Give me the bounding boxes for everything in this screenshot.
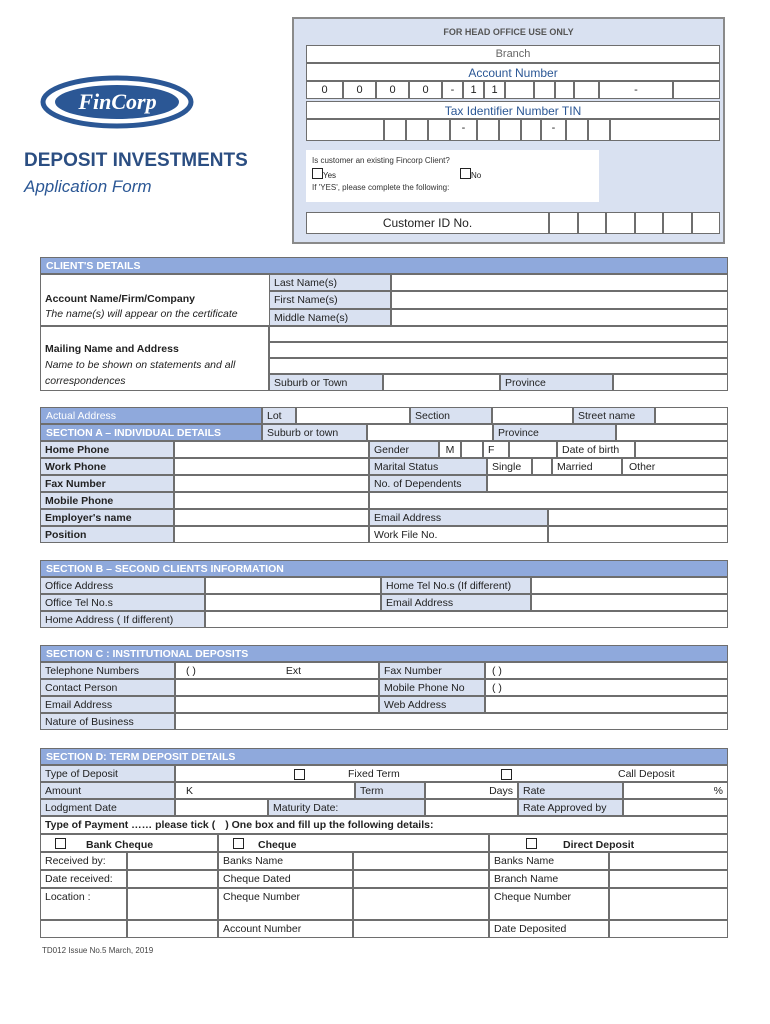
footer-code: TD012 Issue No.5 March, 2019 <box>42 946 154 955</box>
cheque-field[interactable] <box>353 870 489 888</box>
customer-id-box[interactable] <box>549 212 578 234</box>
branch-field[interactable]: Branch <box>306 45 720 63</box>
rate-field[interactable]: % <box>623 782 728 799</box>
cheque-option[interactable]: Cheque <box>218 834 489 852</box>
home-phone-label: Home Phone <box>40 441 174 458</box>
office-tel-label: Office Tel No.s <box>40 594 205 611</box>
fax-number-field[interactable] <box>174 475 369 492</box>
mobile-phone-field[interactable]: ( ) <box>485 679 728 696</box>
dependents-label: No. of Dependents <box>369 475 487 492</box>
customer-id-box[interactable] <box>606 212 635 234</box>
customer-id-label: Customer ID No. <box>306 212 549 234</box>
customer-id-box[interactable] <box>578 212 607 234</box>
tin-digit-box[interactable] <box>384 119 406 141</box>
gender-m-box[interactable] <box>461 441 483 458</box>
suburb-field[interactable] <box>367 424 493 441</box>
mobile-phone-label: Mobile Phone No <box>379 679 485 696</box>
mailing-suburb-label: Suburb or Town <box>269 374 383 391</box>
account-digit-box[interactable]: 0 <box>343 81 376 99</box>
mailing-label: Mailing Name and Address Name to be shown on statements and all correspondences <box>40 326 269 391</box>
account-digit-box[interactable]: 1 <box>484 81 505 99</box>
tin-label: Tax Identifier Number TIN <box>306 101 720 119</box>
section-field[interactable] <box>492 407 573 424</box>
mailing-field-2[interactable] <box>269 342 728 358</box>
page-title: DEPOSIT INVESTMENTS <box>24 150 248 171</box>
home-tel-label: Home Tel No.s (If different) <box>381 577 531 594</box>
email-field[interactable] <box>548 509 728 526</box>
fixed-term-checkbox[interactable] <box>294 769 305 780</box>
gender-label: Gender <box>369 441 439 458</box>
nature-business-field[interactable] <box>175 713 728 730</box>
street-field[interactable] <box>655 407 728 424</box>
marital-married[interactable]: Married <box>552 458 622 475</box>
customer-id-box[interactable] <box>692 212 721 234</box>
account-digit-box[interactable]: - <box>599 81 673 99</box>
dob-field[interactable] <box>635 441 728 458</box>
amount-field[interactable]: K <box>175 782 355 799</box>
employer-name-label: Employer's name <box>40 509 174 526</box>
direct-deposit-option[interactable]: Direct Deposit <box>489 834 728 852</box>
direct-label: Branch Name <box>489 870 609 888</box>
marital-label: Marital Status <box>369 458 487 475</box>
mailing-suburb-field[interactable] <box>383 374 500 391</box>
tin-digit-box[interactable] <box>306 119 384 141</box>
tin-digit-box[interactable] <box>428 119 450 141</box>
account-digit-box[interactable] <box>673 81 720 99</box>
type-deposit-options: Fixed Term Call Deposit <box>175 765 728 782</box>
cheque-label: Account Number <box>218 920 353 938</box>
tin-digit-box[interactable] <box>610 119 720 141</box>
marital-other[interactable]: Other <box>622 458 728 475</box>
direct-field[interactable] <box>609 852 728 870</box>
nature-business-label: Nature of Business <box>40 713 175 730</box>
account-digit-box[interactable]: 1 <box>463 81 484 99</box>
gender-f-box[interactable] <box>509 441 557 458</box>
section-label: Section <box>410 407 492 424</box>
direct-field[interactable] <box>609 888 728 920</box>
cheque-field[interactable] <box>353 852 489 870</box>
tin-digit-box[interactable] <box>521 119 541 141</box>
section-c-header: SECTION C : INSTITUTIONAL DEPOSITS <box>40 645 728 662</box>
web-address-label: Web Address <box>379 696 485 713</box>
lodgment-date-field[interactable] <box>175 799 268 816</box>
tin-digit-box[interactable] <box>477 119 499 141</box>
work-file-field[interactable] <box>548 526 728 543</box>
checkbox-icon <box>312 168 323 179</box>
second-email-field[interactable] <box>531 594 728 611</box>
direct-label: Date Deposited <box>489 920 609 938</box>
mobile-phone-field[interactable] <box>174 492 369 509</box>
bank-cheque-field[interactable] <box>127 870 218 888</box>
bank-cheque-label: Location : <box>40 888 127 920</box>
telephone-field[interactable]: ( ) Ext <box>175 662 379 679</box>
lot-label: Lot <box>262 407 296 424</box>
office-address-field[interactable] <box>205 577 381 594</box>
gender-m[interactable]: M <box>439 441 461 458</box>
maturity-date-field[interactable] <box>425 799 518 816</box>
work-phone-field[interactable] <box>174 458 369 475</box>
account-number-label: Account Number <box>306 63 720 81</box>
contact-person-field[interactable] <box>175 679 379 696</box>
head-office-box <box>292 17 725 244</box>
lot-field[interactable] <box>296 407 410 424</box>
position-field[interactable] <box>174 526 369 543</box>
marital-single[interactable]: Single <box>487 458 532 475</box>
yes-checkbox[interactable]: Yes <box>312 168 336 180</box>
account-digit-box[interactable] <box>505 81 534 99</box>
tin-digit-box[interactable]: - <box>450 119 477 141</box>
head-office-title: FOR HEAD OFFICE USE ONLY <box>443 27 574 37</box>
payment-type-row: Type of Payment …… please tick ( ) One box and fill up the following details: <box>40 816 728 834</box>
bank-cheque-label: Date received: <box>40 870 127 888</box>
account-digit-box[interactable]: 0 <box>409 81 442 99</box>
tin-digit-box[interactable]: - <box>541 119 566 141</box>
fincorp-logo: FinCorp <box>40 72 195 132</box>
maturity-date-label: Maturity Date: <box>268 799 425 816</box>
inst-email-field[interactable] <box>175 696 379 713</box>
second-email-label: Email Address <box>381 594 531 611</box>
page-subtitle: Application Form <box>24 177 152 196</box>
middle-names-label: Middle Name(s) <box>269 309 391 326</box>
cheque-field[interactable] <box>353 888 489 920</box>
bank-cheque-checkbox[interactable] <box>55 838 66 849</box>
fax-number-field[interactable]: ( ) <box>485 662 728 679</box>
account-digit-box[interactable]: 0 <box>376 81 409 99</box>
lodgment-date-label: Lodgment Date <box>40 799 175 816</box>
last-names-field[interactable] <box>391 274 728 291</box>
customer-id-box[interactable] <box>663 212 692 234</box>
position-label: Position <box>40 526 174 543</box>
rate-label: Rate <box>518 782 623 799</box>
gender-f[interactable]: F <box>483 441 509 458</box>
inst-email-label: Email Address <box>40 696 175 713</box>
term-label: Term <box>355 782 425 799</box>
call-deposit-checkbox[interactable] <box>501 769 512 780</box>
account-digit-box[interactable] <box>574 81 599 99</box>
contact-person-label: Contact Person <box>40 679 175 696</box>
cheque-label: Banks Name <box>218 852 353 870</box>
bank-cheque-field[interactable] <box>127 920 218 938</box>
tin-digit-box[interactable] <box>588 119 610 141</box>
home-tel-field[interactable] <box>531 577 728 594</box>
mobile-phone-label: Mobile Phone <box>40 492 174 509</box>
term-field[interactable]: Days <box>425 782 518 799</box>
mailing-province-field[interactable] <box>613 374 728 391</box>
telephone-label: Telephone Numbers <box>40 662 175 679</box>
employer-name-field[interactable] <box>174 509 369 526</box>
section-b-header: SECTION B – SECOND CLIENTS INFORMATION <box>40 560 728 577</box>
bank-cheque-field[interactable] <box>127 888 218 920</box>
direct-field[interactable] <box>609 870 728 888</box>
dependents-field[interactable] <box>487 475 728 492</box>
mailing-field-1[interactable] <box>269 326 728 342</box>
customer-id-box[interactable] <box>635 212 664 234</box>
email-label: Email Address <box>369 509 548 526</box>
direct-field[interactable] <box>609 920 728 938</box>
fax-number-label: Fax Number <box>40 475 174 492</box>
home-phone-field[interactable] <box>174 441 369 458</box>
checkbox-icon <box>460 168 471 179</box>
web-address-field[interactable] <box>485 696 728 713</box>
cheque-label: Cheque Number <box>218 888 353 920</box>
middle-names-field[interactable] <box>391 309 728 326</box>
work-phone-label: Work Phone <box>40 458 174 475</box>
account-name-label: Account Name/Firm/Company The name(s) will appear on the certificate <box>40 274 269 326</box>
home-address-label: Home Address ( If different) <box>40 611 205 628</box>
street-label: Street name <box>573 407 655 424</box>
work-file-label: Work File No. <box>369 526 548 543</box>
dob-label: Date of birth <box>557 441 635 458</box>
office-address-label: Office Address <box>40 577 205 594</box>
bank-cheque-option[interactable]: Bank Cheque <box>40 834 218 852</box>
actual-address-header: Actual Address <box>40 407 262 424</box>
existing-client-panel: Is customer an existing Fincorp Client? Yes No If 'YES', please complete the following: <box>306 150 599 202</box>
section-a-header: SECTION A – INDIVIDUAL DETAILS <box>40 424 262 441</box>
cheque-checkbox[interactable] <box>233 838 244 849</box>
direct-deposit-checkbox[interactable] <box>526 838 537 849</box>
blank-row[interactable] <box>369 492 728 509</box>
section-d-header: SECTION D: TERM DEPOSIT DETAILS <box>40 748 728 765</box>
cheque-field[interactable] <box>353 920 489 938</box>
first-names-label: First Name(s) <box>269 291 391 309</box>
clients-details-header: CLIENT'S DETAILS <box>40 257 728 274</box>
first-names-field[interactable] <box>391 291 728 309</box>
tin-digit-box[interactable] <box>406 119 428 141</box>
rate-approved-field[interactable] <box>623 799 728 816</box>
type-deposit-label: Type of Deposit <box>40 765 175 782</box>
tin-digit-box[interactable] <box>566 119 588 141</box>
account-digit-box[interactable]: 0 <box>306 81 343 99</box>
direct-label: Cheque Number <box>489 888 609 920</box>
cheque-label: Cheque Dated <box>218 870 353 888</box>
bank-cheque-label <box>40 920 127 938</box>
fax-number-label: Fax Number <box>379 662 485 679</box>
province-label: Province <box>493 424 616 441</box>
account-digit-box[interactable]: - <box>442 81 463 99</box>
rate-approved-label: Rate Approved by <box>518 799 623 816</box>
suburb-label: Suburb or town <box>262 424 367 441</box>
bank-cheque-field[interactable] <box>127 852 218 870</box>
province-field[interactable] <box>616 424 728 441</box>
account-digit-box[interactable] <box>534 81 555 99</box>
last-names-label: Last Name(s) <box>269 274 391 291</box>
amount-label: Amount <box>40 782 175 799</box>
marital-single-box[interactable] <box>532 458 552 475</box>
mailing-field-3[interactable] <box>269 358 728 374</box>
tin-digit-box[interactable] <box>499 119 521 141</box>
direct-label: Banks Name <box>489 852 609 870</box>
office-tel-field[interactable] <box>205 594 381 611</box>
bank-cheque-label: Received by: <box>40 852 127 870</box>
mailing-province-label: Province <box>500 374 613 391</box>
account-digit-box[interactable] <box>555 81 574 99</box>
home-address-field[interactable] <box>205 611 728 628</box>
no-checkbox[interactable]: No <box>460 168 481 180</box>
